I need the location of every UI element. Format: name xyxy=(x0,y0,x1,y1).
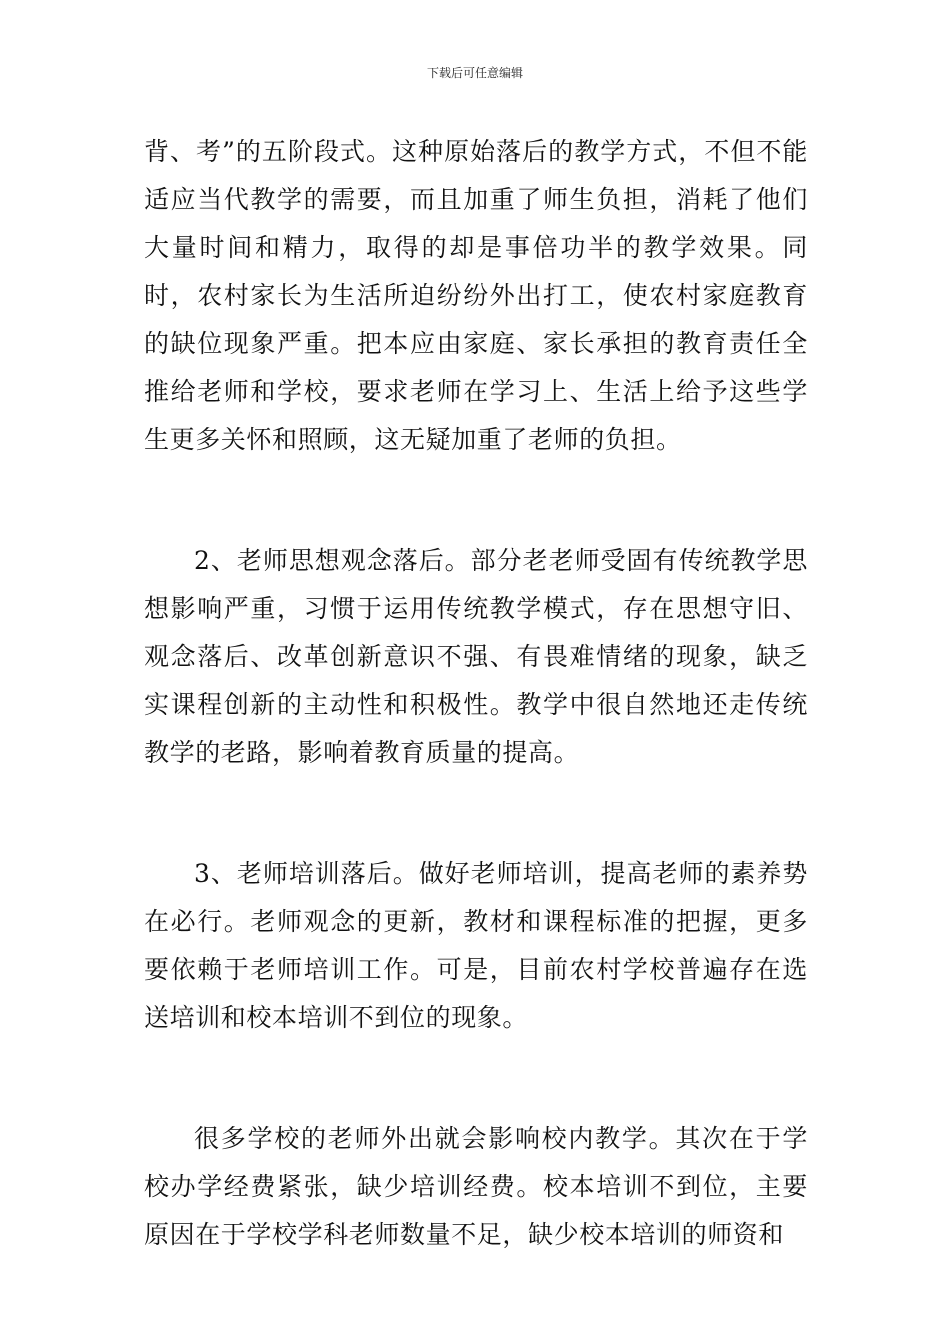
paragraph-continuation: 背、考”的五阶段式。这种原始落后的教学方式，不但不能适应当代教学的需要，而且加重了师生负担，消耗了他们大量时间和精力，取得的却是事倍功半的教学效果。同时，农村家长为生活所迫纷纷外出打工，使农村家庭教育的缺位现象严重。把本应由家庭、家长承担的教育责任全推给老师和学校，要求老师在学习上、生活上给予这些学生更多关怀和照顾，这无疑加重了老师的负担。 xyxy=(144,137,808,454)
document-body xyxy=(144,128,808,1259)
paragraph-teacher-ideas: 2、老师思想观念落后。部分老老师受固有传统教学思想影响严重，习惯于运用传统教学模式，存在思想守旧、观念落后、改革创新意识不强、有畏难情绪的现象，缺乏实课程创新的主动性和积极性。教学中很自然地还走传统教学的老路，影响着教育质量的提高。 xyxy=(144,546,808,767)
paragraph-teacher-training: 3、老师培训落后。做好老师培训，提高老师的素养势在必行。老师观念的更新，教材和课程标准的把握，更多要依赖于老师培训工作。可是，目前农村学校普遍存在选送培训和校本培训不到位的现象。 xyxy=(144,859,808,1032)
paragraph-school-funding: 很多学校的老师外出就会影响校内教学。其次在于学校办学经费紧张，缺少培训经费。校本培训不到位，主要原因在于学校学科老师数量不足，缺少校本培训的师资和 xyxy=(144,1124,808,1249)
page-header: 下载后可任意编辑 xyxy=(426,66,523,80)
